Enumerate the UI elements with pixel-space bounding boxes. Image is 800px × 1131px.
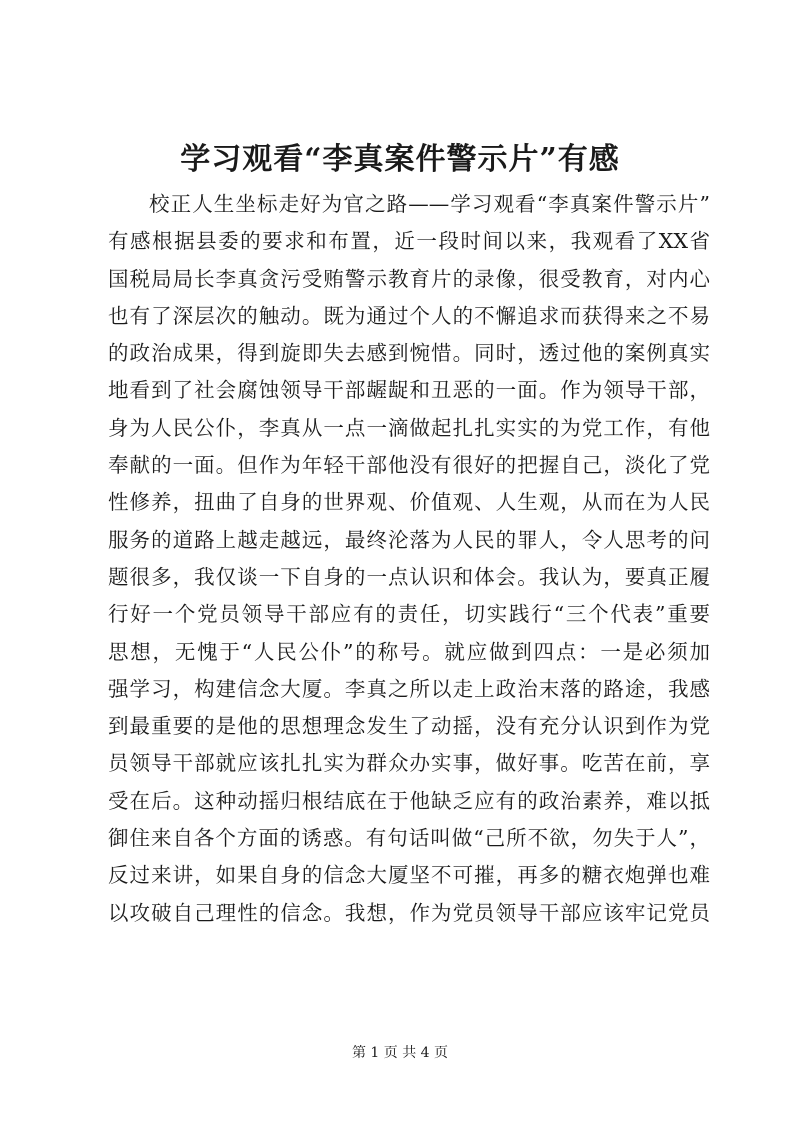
document-title: 学习观看“李真案件警示片”有感 [180, 142, 620, 177]
body-line: 思想，无愧于“人民公仆”的称号。就应做到四点：一是必须加 [108, 639, 710, 664]
body-line: 的政治成果，得到旋即失去感到惋惜。同时，透过他的案例真实 [108, 341, 710, 366]
body-line: 地看到了社会腐蚀领导干部龌龊和丑恶的一面。作为领导干部， [108, 378, 710, 403]
body-line: 御住来自各个方面的诱惑。有句话叫做“己所不欲，勿失于人”， [108, 826, 710, 851]
body-line: 校正人生坐标走好为官之路——学习观看“李真案件警示片” [149, 192, 710, 216]
page-footer: 第 1 页 共 4 页 [351, 1045, 449, 1061]
body-line: 服务的道路上越走越远，最终沦落为人民的罪人，令人思考的问 [108, 527, 710, 552]
body-line: 以攻破自己理性的信念。我想，作为党员领导干部应该牢记党员 [108, 900, 710, 925]
body-line: 国税局局长李真贪污受贿警示教育片的录像，很受教育，对内心 [108, 266, 710, 291]
body-line: 身为人民公仆，李真从一点一滴做起扎扎实实的为党工作，有他 [108, 415, 710, 440]
body-line: 题很多，我仅谈一下自身的一点认识和体会。我认为，要真正履 [108, 564, 710, 589]
body-line: 反过来讲，如果自身的信念大厦坚不可摧，再多的糖衣炮弹也难 [108, 863, 710, 888]
body-line: 受在后。这种动摇归根结底在于他缺乏应有的政治素养，难以抵 [108, 788, 710, 813]
body-line: 性修养，扭曲了自身的世界观、价值观、人生观，从而在为人民 [108, 490, 710, 515]
body-line: 到最重要的是他的思想理念发生了动摇，没有充分认识到作为党 [108, 714, 710, 739]
body-line: 员领导干部就应该扎扎实为群众办实事，做好事。吃苦在前，享 [108, 751, 710, 776]
body-line: 强学习，构建信念大厦。李真之所以走上政治末落的路途，我感 [108, 676, 710, 701]
document-body [108, 186, 710, 932]
body-line: 有感根据县委的要求和布置，近一段时间以来，我观看了XX省 [108, 229, 710, 254]
body-line: 也有了深层次的触动。既为通过个人的不懈追求而获得来之不易 [108, 303, 710, 328]
body-line: 奉献的一面。但作为年轻干部他没有很好的把握自己，淡化了党 [108, 453, 710, 478]
body-line: 行好一个党员领导干部应有的责任，切实践行“三个代表”重要 [108, 602, 710, 627]
